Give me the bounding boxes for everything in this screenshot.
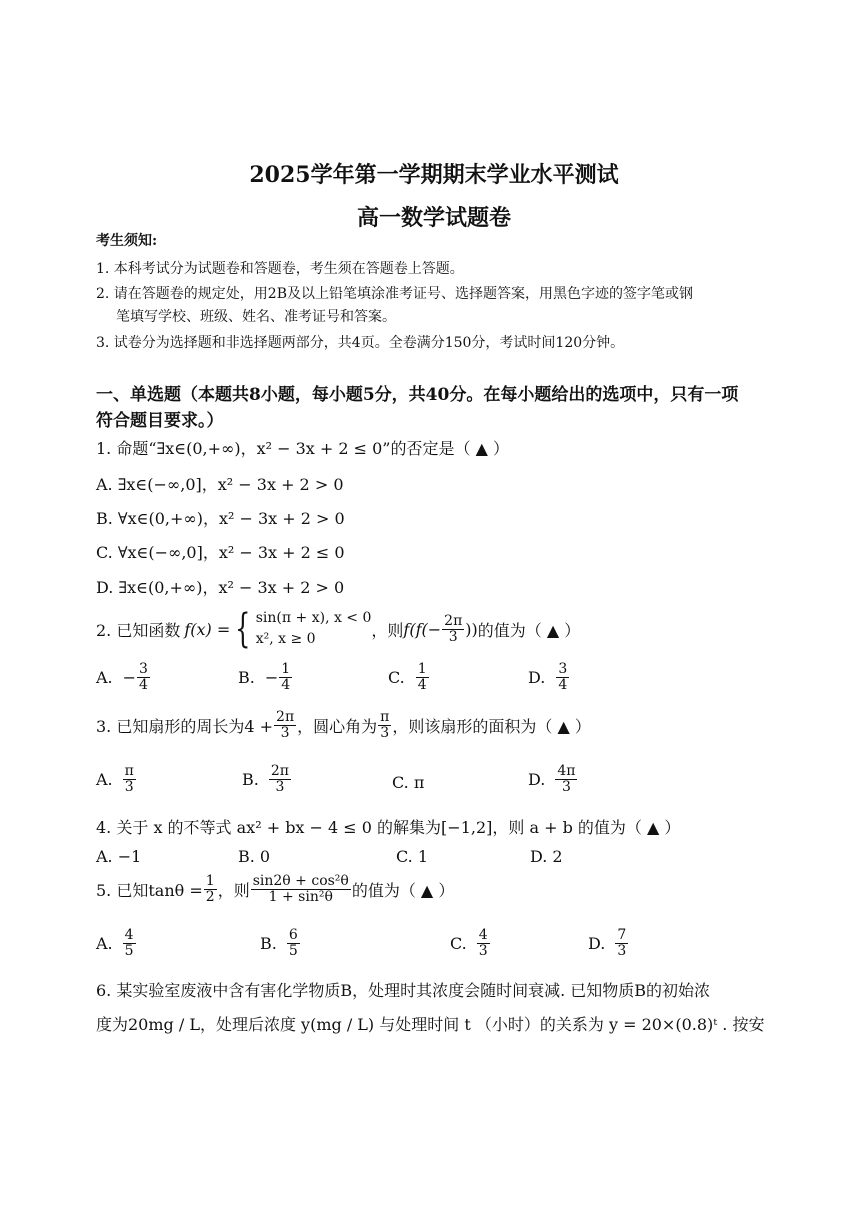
- notice-item: 3. 试卷分为选择题和非选择题两部分，共4页。全卷满分150分，考试时间120分钟。: [96, 335, 625, 351]
- q3-option-c: C. π: [392, 773, 425, 792]
- notice-item: 笔填写学校、班级、姓名、准考证号和答案。: [116, 309, 396, 325]
- fraction-denominator: 2: [205, 888, 215, 905]
- fraction-denominator: 3: [275, 778, 285, 795]
- option-fraction: [615, 928, 628, 958]
- fraction-denominator: 4: [558, 676, 568, 693]
- q4-option-c: C. 1: [396, 847, 429, 866]
- question-6: 6. 某实验室废液中含有害化学物质B，处理时其浓度会随时间衰减. 已知物质B的初始浓: [96, 981, 711, 1000]
- fraction-denominator: 4: [281, 676, 291, 693]
- q5-text-3: 的值为（ ▲ ）: [351, 880, 455, 900]
- q2-option-d: [528, 662, 570, 692]
- option-fraction: [123, 928, 136, 958]
- q4-option-d: D. 2: [530, 847, 563, 866]
- fraction-numerator: π: [380, 709, 390, 725]
- option-fraction: [287, 928, 300, 958]
- option-fraction: [555, 764, 577, 794]
- notice-item: 1. 本科考试分为试题卷和答题卷，考生须在答题卷上答题。: [96, 261, 464, 277]
- q2-case-2: x², x ≥ 0: [255, 631, 316, 647]
- fraction-numerator: 3: [139, 661, 148, 677]
- q2-function: f(x) =: [184, 619, 231, 639]
- question-6-cont: 度为20mg / L，处理后浓度 y(mg / L) 与处理时间 t （小时）的关系为 y = 20×(0.8)ᵗ . 按安: [96, 1015, 765, 1034]
- question-5: [96, 874, 454, 904]
- option-label: D.: [588, 933, 606, 953]
- q5-text-1: 5. 已知tanθ =: [96, 880, 203, 900]
- fraction-numerator: 1: [205, 873, 215, 889]
- fraction-denominator: 4: [417, 676, 427, 693]
- fraction-denominator: 3: [448, 628, 458, 645]
- fraction-denominator: 5: [288, 942, 298, 959]
- question-2: [96, 606, 580, 652]
- option-label: D.: [528, 769, 546, 789]
- q5-option-a: [96, 928, 137, 958]
- q5-option-d: [588, 928, 629, 958]
- q3-fraction-1: [274, 710, 296, 740]
- q2-prefix: 2. 已知函数: [96, 620, 181, 640]
- q3-fraction-2: [378, 710, 391, 740]
- fraction-denominator: 5: [124, 942, 134, 959]
- option-label: B.: [238, 667, 255, 687]
- fraction-denominator: 3: [124, 778, 134, 795]
- option-fraction: [477, 928, 490, 958]
- option-label: A.: [96, 933, 113, 953]
- q2-piecewise: [256, 608, 372, 650]
- question-3: [96, 710, 591, 740]
- option-label: D.: [528, 667, 546, 687]
- fraction-denominator: 3: [561, 778, 571, 795]
- option-label: C.: [388, 667, 405, 687]
- fraction-numerator: 7: [617, 927, 627, 943]
- fraction-numerator: 2π: [444, 612, 463, 629]
- q4-option-b: B. 0: [238, 847, 271, 866]
- q3-option-b: [242, 764, 292, 794]
- q5-option-c: [450, 928, 491, 958]
- option-fraction: [416, 662, 429, 692]
- q2-mid: ，则: [371, 620, 404, 640]
- q2-composite: f(f(−: [403, 619, 442, 639]
- option-fraction: [137, 662, 150, 692]
- q1-option-c: C. ∀x∈(−∞,0]，x² − 3x + 2 ≤ 0: [96, 543, 345, 562]
- q2-fraction: [442, 614, 464, 644]
- fraction-numerator: 3: [558, 661, 568, 677]
- fraction-denominator: 1 + sin²θ: [268, 888, 333, 905]
- fraction-denominator: 3: [280, 724, 290, 741]
- fraction-denominator: 3: [617, 942, 627, 959]
- fraction-numerator: 1: [417, 661, 427, 677]
- fraction-numerator: 4: [478, 927, 488, 943]
- option-label: A.: [96, 769, 113, 789]
- option-fraction: [123, 764, 136, 794]
- exam-title: 2025学年第一学期期末学业水平测试: [249, 162, 619, 188]
- option-label: C.: [450, 933, 467, 953]
- fraction-numerator: 6: [288, 927, 298, 943]
- option-label: A.: [96, 667, 113, 687]
- q3-option-d: [528, 764, 578, 794]
- left-brace-icon: {: [235, 606, 251, 652]
- q2-suffix: 的值为（ ▲ ）: [477, 620, 581, 640]
- q1-option-b: B. ∀x∈(0,+∞)，x² − 3x + 2 > 0: [96, 509, 345, 528]
- section-heading-cont: 符合题目要求。）: [96, 411, 224, 431]
- option-sign: −: [122, 667, 137, 687]
- fraction-numerator: 2π: [276, 709, 295, 725]
- fraction-denominator: 4: [139, 676, 148, 693]
- q2-option-c: [388, 662, 430, 692]
- q5-option-b: [260, 928, 301, 958]
- q3-text-3: ，则该扇形的面积为（ ▲ ）: [392, 716, 591, 736]
- option-label: B.: [260, 933, 277, 953]
- q1-option-d: D. ∃x∈(0,+∞)，x² − 3x + 2 > 0: [96, 578, 345, 597]
- section-heading: 一、单选题（本题共8小题，每小题5分，共40分。在每小题给出的选项中，只有一项: [96, 385, 739, 405]
- fraction-denominator: 3: [380, 724, 390, 741]
- fraction-denominator: 3: [478, 942, 488, 959]
- fraction-numerator: 2π: [270, 763, 289, 779]
- q3-option-a: [96, 764, 137, 794]
- q3-text-1: 3. 已知扇形的周长为4 +: [96, 716, 274, 736]
- fraction-numerator: sin2θ + cos²θ: [252, 873, 349, 889]
- option-fraction: [556, 662, 569, 692]
- q1-option-a: A. ∃x∈(−∞,0]，x² − 3x + 2 > 0: [96, 475, 344, 494]
- notice-item: 2. 请在答题卷的规定处，用2B及以上铅笔填涂准考证号、选择题答案，用黑色字迹的签字笔或钢: [96, 286, 694, 302]
- question-1: 1. 命题“∃x∈(0,+∞)，x² − 3x + 2 ≤ 0”的否定是（ ▲ ）: [96, 439, 509, 458]
- fraction-numerator: 4π: [557, 763, 576, 779]
- notice-heading: 考生须知:: [96, 233, 158, 249]
- q2-option-b: [238, 662, 293, 692]
- option-label: B.: [242, 769, 259, 789]
- q5-fraction-1: [204, 874, 217, 904]
- q5-text-2: ，则: [217, 880, 250, 900]
- question-4: 4. 关于 x 的不等式 ax² + bx − 4 ≤ 0 的解集为[−1,2]，则 a + b 的值为（ ▲ ）: [96, 818, 681, 837]
- q2-close: )): [465, 619, 478, 639]
- q3-text-2: ，圆心角为: [297, 716, 378, 736]
- option-sign: −: [264, 667, 279, 687]
- q4-option-a: A. −1: [96, 847, 142, 866]
- q2-option-a: [96, 662, 151, 692]
- fraction-numerator: 1: [281, 661, 291, 677]
- fraction-numerator: 4: [124, 927, 134, 943]
- fraction-numerator: π: [124, 763, 134, 779]
- q2-case-1: sin(π + x), x < 0: [255, 610, 372, 626]
- q5-fraction-2: [251, 874, 351, 904]
- exam-subtitle: 高一数学试题卷: [356, 205, 511, 231]
- option-fraction: [269, 764, 291, 794]
- option-fraction: [279, 662, 292, 692]
